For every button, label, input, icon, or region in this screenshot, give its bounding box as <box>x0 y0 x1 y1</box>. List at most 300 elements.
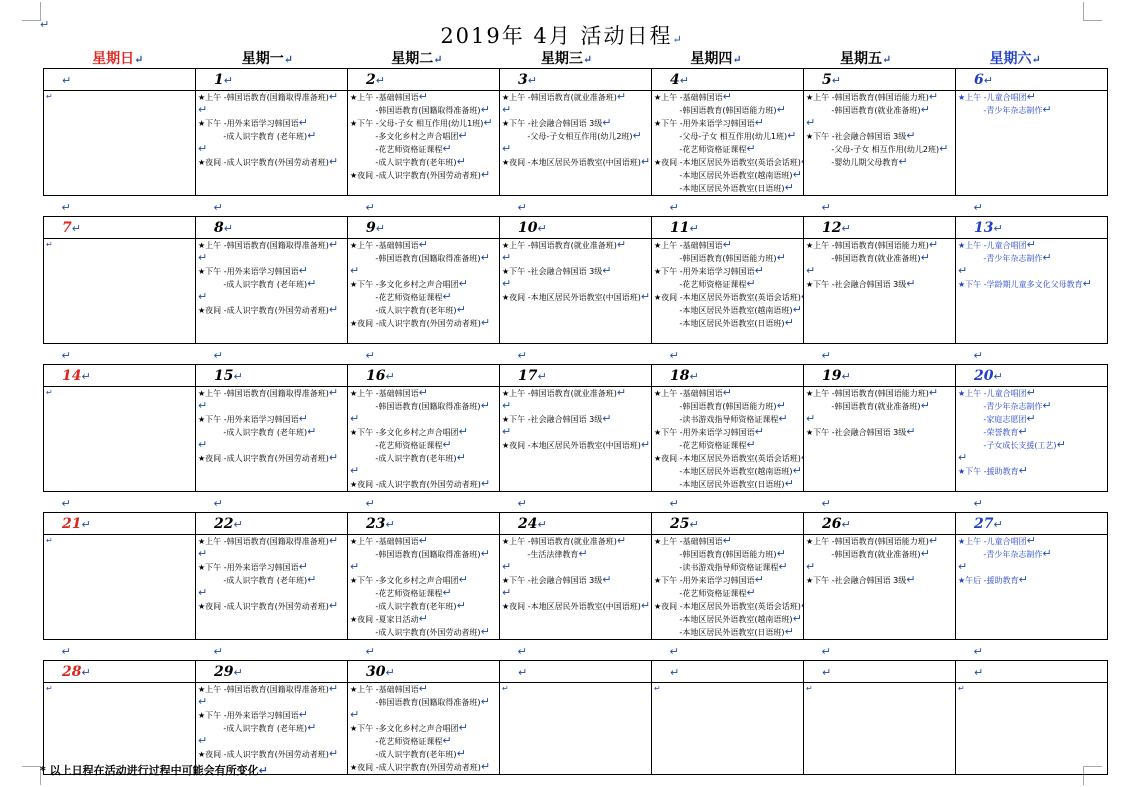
paragraph-mark-icon: ↵ <box>1026 534 1036 547</box>
paragraph-mark-icon: ↵ <box>213 497 223 510</box>
paragraph-mark-icon: ↵ <box>328 534 339 547</box>
paragraph-mark-icon: ↵ <box>223 222 233 235</box>
spacer-cell <box>348 492 500 513</box>
paragraph-mark-icon: ↵ <box>1082 277 1092 290</box>
page-corner-mark <box>22 766 41 785</box>
paragraph-mark-icon: ↵ <box>328 451 339 464</box>
paragraph-mark-icon: ↵ <box>1031 53 1041 66</box>
spacer-cell <box>652 196 804 217</box>
day-schedule-cell <box>44 91 196 196</box>
day-number-cell <box>44 513 196 535</box>
paragraph-mark-icon: ↵ <box>71 222 81 235</box>
day-number-cell <box>804 365 956 387</box>
paragraph-mark-icon: ↵ <box>502 277 512 290</box>
paragraph-mark-icon: ↵ <box>480 103 490 116</box>
schedule-line: -婴幼儿期父母教育↵ <box>806 155 908 168</box>
schedule-line: ★夜间 -成人识字教育(外国劳动者班)↵ <box>198 599 339 612</box>
paragraph-mark-icon: ↵ <box>213 645 223 658</box>
spacer-cell <box>44 492 196 513</box>
schedule-line <box>350 465 499 478</box>
day-schedule-cell <box>196 91 348 196</box>
schedule-line: ★上午 -儿童合唱团↵ <box>958 238 1036 251</box>
paragraph-mark-icon: ↵ <box>61 497 71 510</box>
schedule-line: -本地区居民外语教室(日语班)↵ <box>654 316 794 329</box>
schedule-line <box>198 143 347 156</box>
paragraph-mark-icon: ↵ <box>418 534 428 547</box>
day-number-cell <box>956 217 1108 239</box>
paragraph-mark-icon: ↵ <box>973 645 983 658</box>
schedule-line <box>502 561 651 574</box>
paragraph-mark-icon: ↵ <box>806 412 816 425</box>
paragraph-mark-icon: ↵ <box>307 721 317 734</box>
paragraph-mark-icon: ↵ <box>1026 412 1036 425</box>
paragraph-mark-icon: ↵ <box>973 349 983 362</box>
schedule-line: ★夜间 -成人识字教育(外国劳动者班)↵ <box>350 168 491 181</box>
paragraph-mark-icon: ↵ <box>418 90 428 103</box>
schedule-line <box>350 709 499 722</box>
paragraph-mark-icon: ↵ <box>458 721 468 734</box>
day-number: 18 <box>670 368 690 384</box>
schedule-line: ★下午 -多文化乡村之声合唱团↵ <box>350 721 468 734</box>
schedule-line <box>806 561 955 574</box>
paragraph-mark-icon: ↵ <box>81 518 91 531</box>
paragraph-mark-icon: ↵ <box>458 425 468 438</box>
schedule-line: ★上午 -基础韩国语↵ <box>350 682 428 695</box>
paragraph-mark-icon: ↵ <box>350 264 360 277</box>
paragraph-mark-icon: ↵ <box>502 425 512 438</box>
spacer-cell <box>804 196 956 217</box>
paragraph-mark-icon: ↵ <box>442 290 452 303</box>
day-number-cell <box>500 365 652 387</box>
paragraph-mark-icon: ↵ <box>198 399 208 412</box>
paragraph-mark-icon: ↵ <box>906 425 916 438</box>
weekday-label: 星期三↵ <box>540 51 593 67</box>
day-number: 29 <box>214 664 234 680</box>
day-number: 3 <box>518 72 528 88</box>
schedule-line: ★夜间 -本地区居民外语教室(中国语班)↵ <box>502 599 651 612</box>
day-schedule-cell <box>652 683 804 775</box>
paragraph-mark-icon: ↵ <box>328 238 339 251</box>
day-schedule-cell <box>348 683 500 775</box>
schedule-line: -韩国语教育(韩国语能力班)↵ <box>654 103 786 116</box>
schedule-line: -父母-子女 相互作用(幼儿1班)↵ <box>654 129 797 142</box>
paragraph-mark-icon: ↵ <box>483 116 493 129</box>
day-number-cell <box>804 513 956 535</box>
paragraph-mark-icon: ↵ <box>40 18 50 31</box>
paragraph-mark-icon: ↵ <box>640 438 651 451</box>
schedule-line <box>350 413 499 426</box>
paragraph-mark-icon: ↵ <box>298 708 308 721</box>
paragraph-mark-icon: ↵ <box>418 386 428 399</box>
day-schedule-cell <box>804 239 956 344</box>
paragraph-mark-icon: ↵ <box>1026 238 1036 251</box>
paragraph-mark-icon: ↵ <box>375 74 385 87</box>
paragraph-mark-icon: ↵ <box>537 370 547 383</box>
paragraph-mark-icon: ↵ <box>806 264 816 277</box>
paragraph-mark-icon: ↵ <box>328 386 339 399</box>
paragraph-mark-icon: ↵ <box>418 238 428 251</box>
paragraph-mark-icon: ↵ <box>502 142 512 155</box>
schedule-line: ★下午 -学龄期儿童多文化父母教育↵ <box>958 277 1092 290</box>
schedule-line: ★夜间 -成人识字教育(外国劳动者班)↵ <box>198 303 339 316</box>
paragraph-mark-icon: ↵ <box>669 645 679 658</box>
paragraph-mark-icon: ↵ <box>602 264 612 277</box>
paragraph-mark-icon: ↵ <box>46 684 53 693</box>
day-schedule-cell <box>500 91 652 196</box>
paragraph-mark-icon: ↵ <box>1018 425 1028 438</box>
day-schedule-cell <box>804 683 956 775</box>
schedule-line: -韩国语教育(国籍取得准备班)↵ <box>350 251 490 264</box>
schedule-line: ★上午 -基础韩国语↵ <box>654 386 732 399</box>
paragraph-mark-icon: ↵ <box>365 349 375 362</box>
paragraph-mark-icon: ↵ <box>502 251 512 264</box>
schedule-line: -本地区居民外语教室(日语班)↵ <box>654 477 794 490</box>
paragraph-mark-icon: ↵ <box>350 412 360 425</box>
schedule-line: ★夜间 -本地区居民外语教室(英语会话班) <box>654 156 803 169</box>
paragraph-mark-icon: ↵ <box>722 238 732 251</box>
schedule-line: -韩国语教育(国籍取得准备班)↵ <box>350 399 490 412</box>
paragraph-mark-icon: ↵ <box>213 349 223 362</box>
schedule-line: ★下午 -用外来语学习韩国语↵ <box>198 264 308 277</box>
weekday-label: 星期五↵ <box>839 51 892 67</box>
day-number-cell <box>804 217 956 239</box>
day-number-cell <box>804 661 956 683</box>
schedule-line: ★下午 -社会融合韩国语 3级↵ <box>806 573 916 586</box>
day-number: 22 <box>214 516 234 532</box>
schedule-line: -父母-子女相互作用(幼儿2班)↵ <box>502 129 642 142</box>
paragraph-mark-icon: ↵ <box>920 399 930 412</box>
paragraph-mark-icon: ↵ <box>928 238 939 251</box>
paragraph-mark-icon: ↵ <box>920 251 930 264</box>
schedule-line: -成人识字教育(外国劳动者班)↵ <box>350 625 490 638</box>
paragraph-mark-icon: ↵ <box>906 129 916 142</box>
paragraph-mark-icon: ↵ <box>841 222 851 235</box>
schedule-line: -花艺师资格证课程↵ <box>654 586 756 599</box>
paragraph-mark-icon: ↵ <box>928 386 939 399</box>
paragraph-mark-icon: ↵ <box>746 586 756 599</box>
schedule-line: ★上午 -基础韩国语↵ <box>654 238 732 251</box>
schedule-line: ★夜间 -本地区居民外语教室(中国语班)↵ <box>502 290 651 303</box>
paragraph-mark-icon: ↵ <box>307 425 317 438</box>
spacer-cell <box>804 492 956 513</box>
schedule-line: ★上午 -基础韩国语↵ <box>654 534 732 547</box>
schedule-line: ★下午 -多文化乡村之声合唱团↵ <box>350 573 468 586</box>
paragraph-mark-icon: ↵ <box>640 155 651 168</box>
paragraph-mark-icon: ↵ <box>654 684 661 693</box>
paragraph-mark-icon: ↵ <box>792 168 802 181</box>
schedule-line: -青少年杂志制作↵ <box>958 251 1052 264</box>
paragraph-mark-icon: ↵ <box>62 74 72 87</box>
paragraph-mark-icon: ↵ <box>517 645 527 658</box>
day-schedule-cell <box>500 387 652 492</box>
paragraph-mark-icon: ↵ <box>722 90 732 103</box>
paragraph-mark-icon: ↵ <box>778 560 788 573</box>
paragraph-mark-icon: ↵ <box>821 201 831 214</box>
schedule-line <box>198 104 347 117</box>
day-schedule-cell <box>44 683 196 775</box>
paragraph-mark-icon: ↵ <box>198 290 208 303</box>
day-schedule-cell <box>44 535 196 640</box>
paragraph-mark-icon: ↵ <box>456 451 466 464</box>
paragraph-mark-icon: ↵ <box>732 53 742 66</box>
schedule-line <box>502 278 651 291</box>
day-number: 28 <box>62 664 82 680</box>
schedule-line: ★上午 -韩国语教育(韩国语能力班)↵ <box>806 534 939 547</box>
day-schedule-cell <box>44 239 196 344</box>
spacer-cell <box>804 344 956 365</box>
paragraph-mark-icon: ↵ <box>822 666 832 679</box>
schedule-line: -成人识字教育(老年班)↵ <box>350 155 466 168</box>
paragraph-mark-icon: ↵ <box>1042 103 1052 116</box>
day-number: 4 <box>670 72 680 88</box>
paragraph-mark-icon: ↵ <box>669 201 679 214</box>
paragraph-mark-icon: ↵ <box>679 74 689 87</box>
paragraph-mark-icon: ↵ <box>689 370 699 383</box>
day-number: 12 <box>822 220 842 236</box>
schedule-line: ★上午 -基础韩国语↵ <box>350 238 428 251</box>
paragraph-mark-icon: ↵ <box>458 129 468 142</box>
schedule-line: -家庭志愿团↵ <box>958 412 1036 425</box>
paragraph-mark-icon: ↵ <box>1042 251 1052 264</box>
schedule-line: -韩国语教育(就业准备班)↵ <box>806 251 930 264</box>
paragraph-mark-icon: ↵ <box>198 251 208 264</box>
day-number-cell <box>44 69 196 91</box>
paragraph-mark-icon: ↵ <box>198 695 208 708</box>
schedule-line: ★上午 -韩国语教育(就业准备班)↵ <box>502 238 627 251</box>
paragraph-mark-icon: ↵ <box>831 74 841 87</box>
schedule-line: ★上午 -韩国语教育(就业准备班)↵ <box>502 90 627 103</box>
paragraph-mark-icon: ↵ <box>298 264 308 277</box>
schedule-line: -成人识字教育(老年班)↵ <box>350 451 466 464</box>
schedule-line: -本地区居民外语教室(越南语班)↵ <box>654 464 802 477</box>
paragraph-mark-icon: ↵ <box>754 264 764 277</box>
schedule-line <box>198 252 347 265</box>
weekday-label: 星期二↵ <box>391 51 443 67</box>
paragraph-mark-icon: ↵ <box>640 290 651 303</box>
paragraph-mark-icon: ↵ <box>134 53 144 66</box>
paragraph-mark-icon: ↵ <box>375 222 385 235</box>
schedule-line: ★下午 -社会融合韩国语 3级↵ <box>806 425 916 438</box>
day-number-cell <box>956 69 1108 91</box>
schedule-line <box>198 696 347 709</box>
paragraph-mark-icon: ↵ <box>328 90 339 103</box>
spacer-cell <box>196 640 348 661</box>
paragraph-mark-icon: ↵ <box>689 222 699 235</box>
day-number: 19 <box>822 368 842 384</box>
paragraph-mark-icon: ↵ <box>307 129 317 142</box>
day-schedule-cell <box>956 535 1108 640</box>
spacer-cell <box>956 344 1108 365</box>
paragraph-mark-icon: ↵ <box>258 764 268 777</box>
paragraph-mark-icon: ↵ <box>365 201 375 214</box>
paragraph-mark-icon: ↵ <box>906 277 916 290</box>
schedule-line: -生活法律教育↵ <box>502 547 588 560</box>
paragraph-mark-icon: ↵ <box>502 684 509 693</box>
day-number: 7 <box>62 220 72 236</box>
paragraph-mark-icon: ↵ <box>480 547 490 560</box>
paragraph-mark-icon: ↵ <box>456 303 466 316</box>
paragraph-mark-icon: ↵ <box>365 497 375 510</box>
schedule-line: ★下午 -父母-子女 相互作用(幼儿1班)↵ <box>350 116 493 129</box>
schedule-line <box>806 117 955 130</box>
paragraph-mark-icon: ↵ <box>784 625 794 638</box>
paragraph-mark-icon: ↵ <box>61 645 71 658</box>
paragraph-mark-icon: ↵ <box>958 451 968 464</box>
paragraph-mark-icon: ↵ <box>46 240 53 249</box>
paragraph-mark-icon: ↵ <box>928 90 939 103</box>
paragraph-mark-icon: ↵ <box>974 666 984 679</box>
paragraph-mark-icon: ↵ <box>973 497 983 510</box>
day-schedule-cell <box>196 535 348 640</box>
paragraph-mark-icon: ↵ <box>983 74 993 87</box>
paragraph-mark-icon: ↵ <box>776 547 786 560</box>
schedule-line: ★下午 -用外来语学习韩国语↵ <box>654 425 764 438</box>
paragraph-mark-icon: ↵ <box>480 625 490 638</box>
paragraph-mark-icon: ↵ <box>778 412 788 425</box>
schedule-line: -青少年杂志制作↵ <box>958 399 1052 412</box>
paragraph-mark-icon: ↵ <box>689 518 699 531</box>
paragraph-mark-icon: ↵ <box>61 201 71 214</box>
schedule-line: ★下午 -社会融合韩国语 3级↵ <box>502 264 612 277</box>
paragraph-mark-icon: ↵ <box>433 53 443 66</box>
day-number: 11 <box>670 220 690 236</box>
paragraph-mark-icon: ↵ <box>480 251 490 264</box>
paragraph-mark-icon: ↵ <box>669 349 679 362</box>
schedule-line: ★上午 -儿童合唱团↵ <box>958 386 1036 399</box>
paragraph-mark-icon: ↵ <box>233 370 243 383</box>
schedule-line: ★下午 -多文化乡村之声合唱团↵ <box>350 277 468 290</box>
day-number-cell <box>196 661 348 683</box>
schedule-line: ★下午 -社会融合韩国语 3级↵ <box>502 412 612 425</box>
paragraph-mark-icon: ↵ <box>993 222 1003 235</box>
schedule-line: ★夜间 -本地区居民外语教室(英语会话班) <box>654 291 803 304</box>
day-number-cell <box>652 661 804 683</box>
weekday-label: 星期日↵ <box>92 51 144 67</box>
day-number-cell <box>348 69 500 91</box>
schedule-line: ★上午 -韩国语教育(就业准备班)↵ <box>502 534 627 547</box>
day-number-cell <box>196 217 348 239</box>
schedule-line: ★上午 -基础韩国语↵ <box>654 90 732 103</box>
day-schedule-cell <box>348 239 500 344</box>
spacer-cell <box>44 640 196 661</box>
schedule-line: ★夜间 -本地区居民外语教室(英语会话班) <box>654 452 803 465</box>
schedule-line: ★上午 -韩国语教育(国籍取得准备班)↵ <box>198 534 339 547</box>
day-number-cell <box>348 217 500 239</box>
day-schedule-cell <box>500 535 652 640</box>
paragraph-mark-icon: ↵ <box>578 547 588 560</box>
day-number: 14 <box>62 368 82 384</box>
weekday-label: 星期一↵ <box>241 51 293 67</box>
paragraph-mark-icon: ↵ <box>458 573 468 586</box>
paragraph-mark-icon: ↵ <box>537 518 547 531</box>
day-number-cell <box>652 365 804 387</box>
schedule-line: -花艺师资格证课程↵ <box>350 734 452 747</box>
footer-note: * 以上日程在活动进行过程中可能会有所变化↵ <box>40 764 268 777</box>
schedule-line: ★上午 -韩国语教育(韩国语能力班)↵ <box>806 238 939 251</box>
schedule-line: ★上午 -基础韩国语↵ <box>350 386 428 399</box>
paragraph-mark-icon: ↵ <box>792 303 802 316</box>
schedule-line: ★上午 -韩国语教育(国籍取得准备班)↵ <box>198 90 339 103</box>
paragraph-mark-icon: ↵ <box>939 142 949 155</box>
schedule-line: ★下午 -社会融合韩国语 3级↵ <box>502 573 612 586</box>
paragraph-mark-icon: ↵ <box>458 277 468 290</box>
spacer-cell <box>956 492 1108 513</box>
schedule-line: -花艺师资格证课程↵ <box>350 142 452 155</box>
paragraph-mark-icon: ↵ <box>537 222 547 235</box>
paragraph-mark-icon: ↵ <box>958 684 965 693</box>
paragraph-mark-icon: ↵ <box>906 573 916 586</box>
schedule-line: ★夜间 -成人识字教育(外国劳动者班)↵ <box>350 316 491 329</box>
paragraph-mark-icon: ↵ <box>46 92 53 101</box>
schedule-line: -子女成长支援(工艺)↵ <box>958 438 1066 451</box>
paragraph-mark-icon: ↵ <box>365 645 375 658</box>
paragraph-mark-icon: ↵ <box>223 74 233 87</box>
schedule-line: -成人识字教育 (老年班)↵ <box>198 573 317 586</box>
schedule-line: ★上午 -韩国语教育(国籍取得准备班)↵ <box>198 386 339 399</box>
schedule-line <box>502 252 651 265</box>
paragraph-mark-icon: ↵ <box>787 129 797 142</box>
paragraph-mark-icon: ↵ <box>602 116 612 129</box>
day-number: 2 <box>366 72 376 88</box>
paragraph-mark-icon: ↵ <box>307 573 317 586</box>
schedule-line <box>502 400 651 413</box>
schedule-line: ★夜间 -成人识字教育(外国劳动者班)↵ <box>198 747 339 760</box>
day-number: 23 <box>366 516 386 532</box>
paragraph-mark-icon: ↵ <box>746 277 756 290</box>
schedule-line: ★夜间 -本地区居民外语教室(中国语班)↵ <box>502 438 651 451</box>
schedule-line <box>502 104 651 117</box>
day-schedule-cell <box>652 239 804 344</box>
day-number: 20 <box>974 368 994 384</box>
paragraph-mark-icon: ↵ <box>480 760 491 773</box>
spacer-cell <box>196 492 348 513</box>
paragraph-mark-icon: ↵ <box>881 53 892 66</box>
paragraph-mark-icon: ↵ <box>502 399 512 412</box>
paragraph-mark-icon: ↵ <box>233 666 243 679</box>
schedule-line: ★夜间 -成人识字教育(外国劳动者班)↵ <box>198 451 339 464</box>
page-corner-mark <box>1083 2 1102 21</box>
schedule-line: -青少年杂志制作↵ <box>958 103 1052 116</box>
paragraph-mark-icon: ↵ <box>632 129 642 142</box>
schedule-line: ★下午 -用外来语学习韩国语↵ <box>198 412 308 425</box>
schedule-line: -花艺师资格证课程↵ <box>350 438 452 451</box>
paragraph-mark-icon: ↵ <box>198 547 208 560</box>
schedule-line: -成人识字教育 (老年班)↵ <box>198 277 317 290</box>
schedule-line: -花艺师资格证课程↵ <box>654 142 756 155</box>
paragraph-mark-icon: ↵ <box>418 682 428 695</box>
paragraph-mark-icon: ↵ <box>1026 90 1036 103</box>
page-corner-mark <box>22 2 41 21</box>
day-number: 25 <box>670 516 690 532</box>
paragraph-mark-icon: ↵ <box>213 201 223 214</box>
paragraph-mark-icon: ↵ <box>442 734 452 747</box>
schedule-line: -本地区居民外语教室(越南语班)↵ <box>654 168 802 181</box>
schedule-line: ★下午 -用外来语学习韩国语↵ <box>654 264 764 277</box>
schedule-line: -花艺师资格证课程↵ <box>654 438 756 451</box>
day-schedule-cell <box>652 91 804 196</box>
paragraph-mark-icon: ↵ <box>527 74 537 87</box>
schedule-line: ★夜间 -成人识字教育(外国劳动者班)↵ <box>198 155 339 168</box>
day-number: 8 <box>214 220 224 236</box>
paragraph-mark-icon: ↵ <box>670 666 680 679</box>
paragraph-mark-icon: ↵ <box>480 316 491 329</box>
spacer-cell <box>652 640 804 661</box>
spacer-cell <box>196 344 348 365</box>
schedule-line: -韩国语教育(国籍取得准备班)↵ <box>350 103 490 116</box>
schedule-line: -韩国语教育(国籍取得准备班)↵ <box>350 695 490 708</box>
schedule-line: -韩国语教育(就业准备班)↵ <box>806 103 930 116</box>
schedule-line: -花艺师资格证课程↵ <box>654 277 756 290</box>
